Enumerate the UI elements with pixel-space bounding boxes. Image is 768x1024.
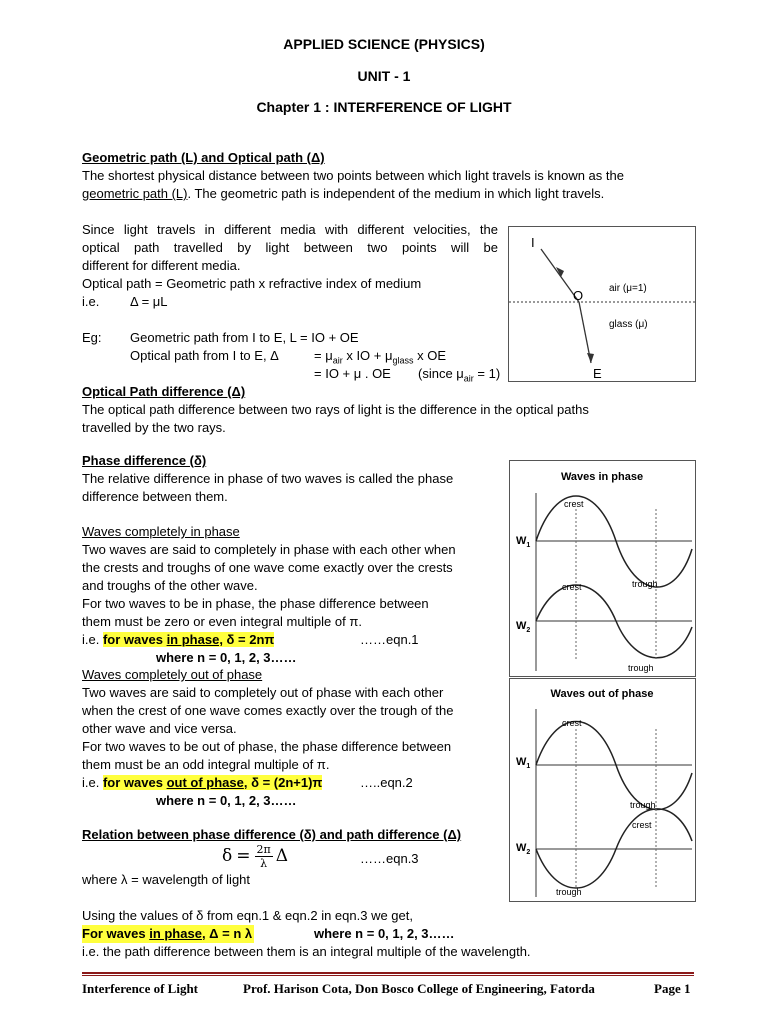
equation-1-where: where n = 0, 1, 2, 3……	[156, 650, 297, 665]
equation-1: i.e. for waves in phase, δ = 2nπ	[82, 632, 275, 647]
eq3-equals: =	[236, 846, 251, 866]
waves-in-phase-title: Waves in phase	[560, 471, 644, 483]
footer-page-number: Page 1	[654, 981, 691, 996]
para-out-phase-1: Two waves are said to completely out of phase with each other	[82, 685, 444, 700]
equation-2-tag: …..eqn.2	[360, 775, 413, 790]
heading-phase-difference: Phase difference (δ)	[82, 453, 207, 468]
refraction-figure	[508, 226, 696, 382]
para-in-phase-3: and troughs of the other wave.	[82, 578, 258, 593]
fig2-wave-1	[536, 496, 692, 587]
fig2-trough-label-1: trough	[632, 579, 658, 589]
fig3-crest-label-1: crest	[562, 718, 582, 728]
fig2-trough-label-2: trough	[628, 663, 654, 673]
equation-3-tag: ……eqn.3	[360, 851, 419, 866]
subheading-out-of-phase: Waves completely out of phase	[82, 667, 263, 682]
waves-in-phase-diagram	[510, 461, 695, 676]
refracted-arrow-icon	[587, 353, 594, 363]
eq3-delta-lower: δ	[222, 846, 233, 866]
para-out-phase-3: other wave and vice versa.	[82, 721, 237, 736]
fig2-w1-label: $W_1$	[516, 535, 531, 549]
fig2-crest-label-2: crest	[562, 582, 582, 592]
footer-rule	[82, 972, 694, 974]
para-in-phase-1: Two waves are said to completely in phase with each other when	[82, 542, 456, 557]
term-geometric-path: geometric path (L)	[82, 186, 188, 201]
para-opd-2: travelled by the two rays.	[82, 420, 226, 435]
eq3-denominator: λ	[260, 856, 268, 870]
using-equations-text: Using the values of δ from eqn.1 & eqn.2 in eqn.3 we get,	[82, 908, 413, 923]
eq3-delta-upper: Δ	[275, 846, 289, 866]
optical-path-formula: Δ = μL	[130, 294, 168, 309]
para-media-3: different for different media.	[82, 258, 241, 273]
point-I-label: I	[531, 235, 535, 250]
chapter-title: Chapter 1 : INTERFERENCE OF LIGHT	[256, 99, 512, 115]
optical-path-definition: Optical path = Geometric path x refractive index of medium	[82, 276, 422, 291]
para-geometric-1: The shortest physical distance between two points between which light travels is known as the	[82, 168, 624, 183]
result-where: where n = 0, 1, 2, 3……	[314, 926, 455, 941]
para-out-phase-5: them must be an odd integral multiple of π.	[82, 757, 330, 772]
eg-since-mu-air: (since $\mu_{air} = 1$)	[418, 366, 501, 384]
footer-rule-thin	[82, 975, 694, 976]
eg-optical-path-label: Optical path from I to E, Δ	[130, 348, 279, 363]
para-opd-1: The optical path difference between two rays of light is the difference in the optical paths	[82, 402, 589, 417]
para-media-2: optical path travelled by light between two points will be	[82, 240, 498, 255]
para-phase-1: The relative difference in phase of two waves is called the phase	[82, 471, 454, 486]
fig2-w2-label: $W_2$	[516, 620, 531, 634]
para-phase-2: difference between them.	[82, 489, 228, 504]
equation-3	[222, 838, 288, 874]
para-geometric-2-rest: . The geometric path is independent of the medium in which light travels.	[187, 186, 605, 201]
eg-optical-path-expr: = $\mu_{air}$ x IO + $\mu_{glass}$ x OE	[314, 348, 447, 366]
refraction-diagram	[509, 227, 695, 381]
point-E-label: E	[593, 366, 602, 381]
fig3-crest-label-2: crest	[632, 820, 652, 830]
para-out-phase-2: when the crest of one wave comes exactly over the trough of the	[82, 703, 454, 718]
fig3-w2-label: $W_2$	[516, 842, 531, 856]
air-medium-label: air (μ=1)	[609, 283, 647, 294]
para-in-phase-4: For two waves to be in phase, the phase difference between	[82, 596, 429, 611]
eq3-numerator: 2π	[256, 842, 271, 856]
fig2-crest-label-1: crest	[564, 499, 584, 509]
eg-geometric-path: Geometric path from I to E, L = IO + OE	[130, 330, 359, 345]
wavelength-definition: where λ = wavelength of light	[82, 872, 251, 887]
fig3-wave-1	[536, 722, 692, 810]
waves-out-of-phase-title: Waves out of phase	[550, 688, 654, 700]
subheading-in-phase: Waves completely in phase	[82, 524, 240, 539]
point-O-label: O	[573, 288, 584, 303]
footer-chapter: Interference of Light	[82, 981, 199, 996]
equation-1-tag: ……eqn.1	[360, 632, 419, 647]
waves-in-phase-figure	[509, 460, 696, 677]
fig3-wave-2	[536, 809, 692, 888]
para-media-1: Since light travels in different media with different velocities, the	[82, 222, 498, 237]
document-unit: UNIT - 1	[357, 68, 411, 84]
document-subject: APPLIED SCIENCE (PHYSICS)	[283, 36, 485, 52]
footer-author: Prof. Harison Cota, Don Bosco College of Engineering, Fatorda	[243, 981, 595, 996]
para-in-phase-5: them must be zero or even integral multiple of π.	[82, 614, 362, 629]
eg-label: Eg:	[82, 330, 102, 345]
fig3-w1-label: $W_1$	[516, 756, 531, 770]
result-in-phase: For waves in phase, Δ = n λ	[82, 926, 253, 941]
fig3-trough-label-2: trough	[556, 887, 582, 897]
ie-label: i.e.	[82, 294, 100, 309]
waves-out-of-phase-diagram	[510, 679, 695, 901]
para-in-phase-2: the crests and troughs of one wave come exactly over the crests	[82, 560, 453, 575]
glass-medium-label: glass (μ)	[609, 319, 648, 330]
heading-phase-path-relation: Relation between phase difference (δ) and path difference (Δ)	[82, 827, 462, 842]
fig3-trough-label-1: trough	[630, 800, 656, 810]
para-out-phase-4: For two waves to be out of phase, the phase difference between	[82, 739, 452, 754]
para-geometric-2	[82, 185, 604, 203]
equation-2-where: where n = 0, 1, 2, 3……	[156, 793, 297, 808]
heading-optical-path-difference: Optical Path difference (Δ)	[82, 384, 246, 399]
eq3-fraction	[255, 843, 273, 870]
equation-2: i.e. for waves out of phase, δ = (2n+1)π	[82, 775, 323, 790]
heading-geometric-optical-path: Geometric path (L) and Optical path (Δ)	[82, 150, 325, 165]
eg-optical-path-simplified: = IO + μ . OE	[314, 366, 391, 381]
waves-out-of-phase-figure	[509, 678, 696, 902]
final-statement: i.e. the path difference between them is an integral multiple of the wavelength.	[82, 944, 531, 959]
